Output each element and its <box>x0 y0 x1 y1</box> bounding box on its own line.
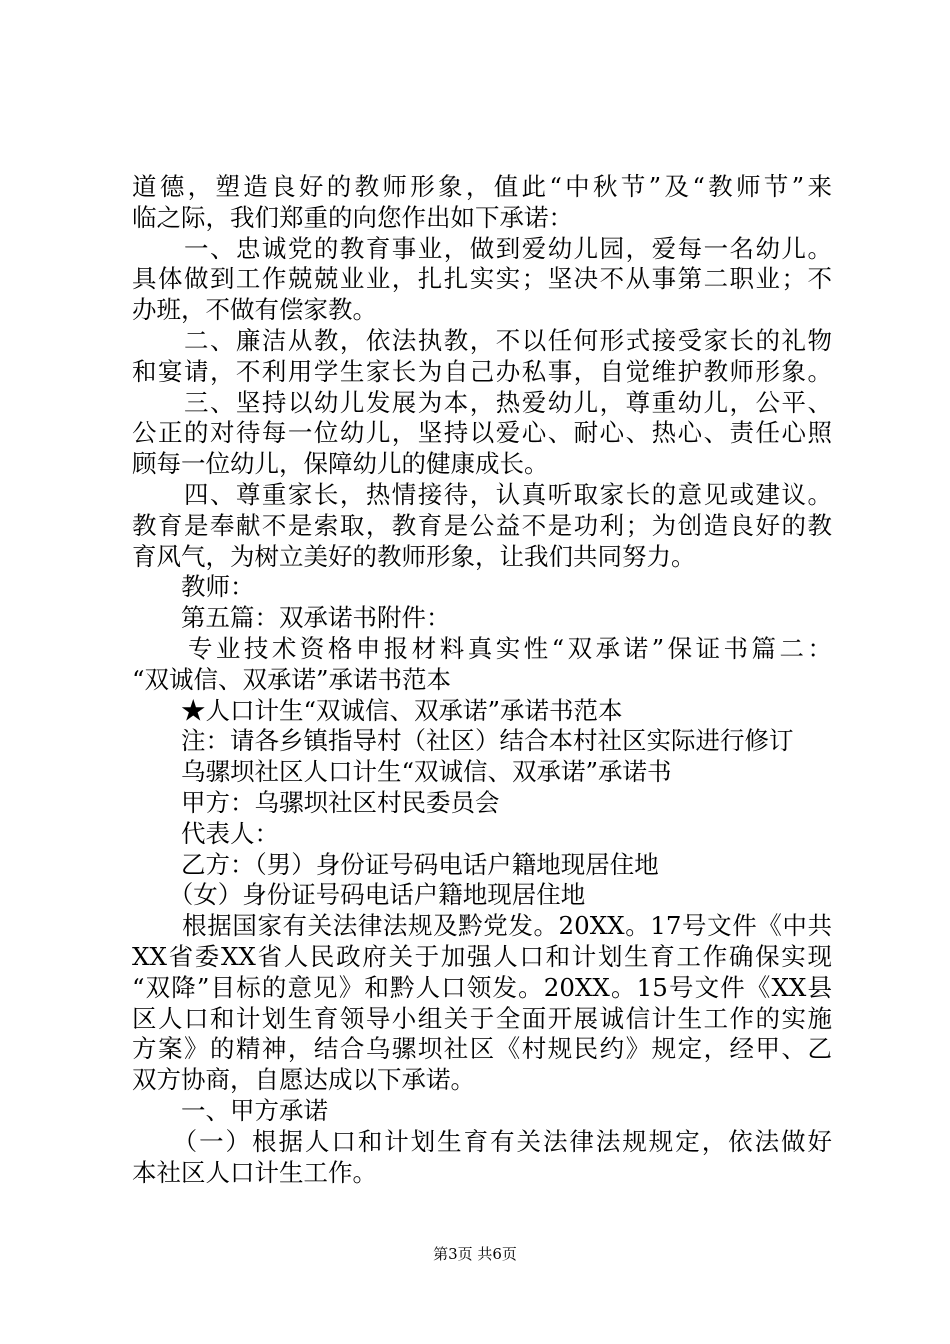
text-line: “双诚信、双承诺”承诺书范本 <box>132 664 452 694</box>
text-line: 第五篇：双承诺书附件： <box>132 603 451 633</box>
text-line: 教育是奉献不是索取，教育是公益不是功利；为创造良好的教 <box>132 510 832 540</box>
page-number: 第3页 共6页 <box>433 1245 517 1263</box>
text-line: 公正的对待每一位幼儿，坚持以爱心、耐心、热心、责任心照 <box>132 418 832 448</box>
text-line: （一）根据人口和计划生育有关法律法规规定，依法做好 <box>132 1126 832 1156</box>
text-line: 乌骡坝社区人口计生“双诚信、双承诺”承诺书 <box>132 757 672 787</box>
text-line: 一、忠诚党的教育事业，做到爱幼儿园，爱每一名幼儿。 <box>132 233 832 263</box>
text-line: 教师： <box>132 572 255 602</box>
text-line: 一、甲方承诺 <box>132 1095 328 1125</box>
text-line: 根据国家有关法律法规及黔党发。20XX。17号文件《中共 <box>132 911 832 941</box>
text-line: XX省委XX省人民政府关于加强人口和计划生育工作确保实现 <box>132 941 832 971</box>
text-line: 乙方：（男）身份证号码电话户籍地现居住地 <box>132 849 659 879</box>
text-line: 育风气，为树立美好的教师形象，让我们共同努力。 <box>132 541 696 571</box>
text-line: 和宴请，不利用学生家长为自己办私事，自觉维护教师形象。 <box>132 356 832 386</box>
text-line: 方案》的精神，结合乌骡坝社区《村规民约》规定，经甲、乙 <box>132 1034 832 1064</box>
text-line: “双降”目标的意见》和黔人口领发。20XX。15号文件《XX县 <box>132 972 832 1002</box>
page-footer <box>0 1244 950 1264</box>
text-line: 本社区人口计生工作。 <box>132 1157 377 1187</box>
text-line: 具体做到工作兢兢业业，扎扎实实；坚决不从事第二职业；不 <box>132 264 832 294</box>
text-line: 三、坚持以幼儿发展为本，热爱幼儿，尊重幼儿，公平、 <box>132 387 832 417</box>
text-line: 临之际，我们郑重的向您作出如下承诺： <box>132 202 573 232</box>
text-line: 办班，不做有偿家教。 <box>132 295 377 325</box>
text-line: 代表人： <box>132 818 279 848</box>
text-line: 顾每一位幼儿，保障幼儿的健康成长。 <box>132 449 549 479</box>
text-line: 四、尊重家长，热情接待，认真听取家长的意见或建议。 <box>132 479 832 509</box>
text-line: 甲方：乌骡坝社区村民委员会 <box>132 787 500 817</box>
text-line: ★人口计生“双诚信、双承诺”承诺书范本 <box>132 695 623 725</box>
text-line: 区人口和计划生育领导小组关于全面开展诚信计生工作的实施 <box>132 1003 832 1033</box>
text-line: 道德，塑造良好的教师形象，值此“中秋节”及“教师节”来 <box>132 172 832 201</box>
document-body <box>132 172 832 1188</box>
text-line: 双方协商，自愿达成以下承诺。 <box>132 1065 475 1095</box>
text-line: （女）身份证号码电话户籍地现居住地 <box>132 880 586 910</box>
text-line: 注：请各乡镇指导村（社区）结合本村社区实际进行修订 <box>132 726 794 756</box>
text-line: 二、廉洁从教，依法执教，不以任何形式接受家长的礼物 <box>132 325 832 355</box>
text-line: 专业技术资格申报材料真实性“双承诺”保证书篇二： <box>132 633 832 663</box>
